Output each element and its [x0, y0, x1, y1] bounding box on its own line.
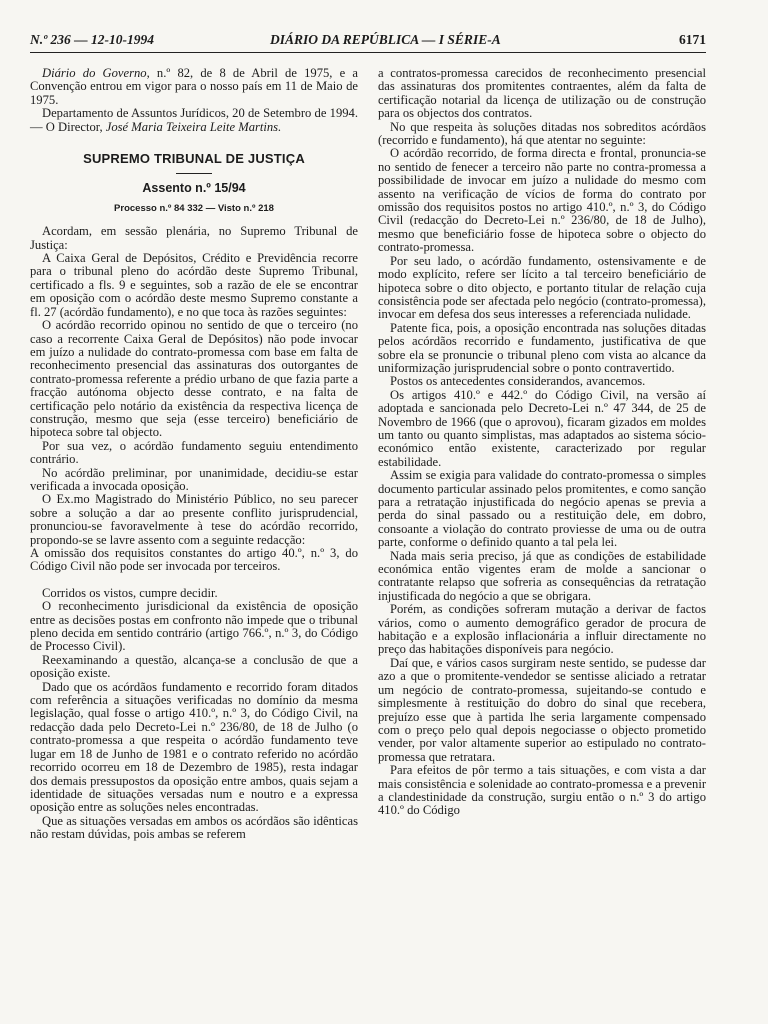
- left-column: [30, 67, 358, 842]
- paragraph: Daí que, e vários casos surgiram neste sentido, se pudesse dar azo a que o promitente-vendedor se sentisse aliciado a retratar um negócio de contrato-promessa, sujeitando-se contudo e simplesmente à restituição do dobro do sinal que recebera, prejuízo esse que à partida lhe seria largamente compensado com o preço pelo qual depois negociasse o objecto prometido vender, por valor altamente superior ao estipulado no contrato-promessa que retratara.: [378, 655, 706, 764]
- paragraph: Patente fica, pois, a oposição encontrada nas soluções ditadas pelos acórdãos recorrido e fundamento, justificativa de que sobre ela se pronuncie o tribunal pleno com vista ao alcance da uniformização jurisprudencial sobre o ponto contravertido.: [378, 320, 706, 375]
- paragraph: Os artigos 410.º e 442.º do Código Civil, na versão aí adoptada e sancionada pelo Decreto-Lei n.º 47 344, de 25 de Novembro de 1966 (que o aprovou), ficaram gizados em moldes um tanto ou quanto simplistas, mas adaptados ao sistema sócio-económico então existente, caracterizado por regular estabilidade.: [378, 387, 706, 469]
- paragraph: Para efeitos de pôr termo a tais situações, e com vista a dar mais consistência e solenidade ao contrato-promessa e a prevenir a clandestinidade da construção, surgiu então o n.º 3 do artigo 410.º do Código: [378, 763, 707, 818]
- paragraph: A Caixa Geral de Depósitos, Crédito e Previdência recorre para o tribunal pleno do acórdão deste Supremo Tribunal, certificado a fls. 9 e seguintes, sob a razão de ele se encontrar em oposição com o acórdão deste mesmo Supremo constante a fl. 27 (acórdão fundamento), e no que toca às razões seguintes:: [30, 251, 358, 319]
- paragraph: No que respeita às soluções ditadas nos sobreditos acórdãos (recorrido e fundamento), há que atentar no seguinte:: [378, 119, 706, 148]
- institution-heading: SUPREMO TRIBUNAL DE JUSTIÇA: [83, 151, 305, 167]
- section-divider: [176, 173, 212, 174]
- assento-title: Assento n.º 15/94: [142, 181, 246, 196]
- paragraph: O acórdão recorrido, de forma directa e frontal, pronuncia-se no sentido de fenecer a terceiro não parte no contra-promessa a possibilidade de invocar em juízo a nulidade do mesmo com assento na verificação de vícios de forma do contrato por omissão dos requisitos postos no artigo 410.º, n.º 3, do Código Civil (redacção do Decreto-Lei n.º 236/80, de 18 de Julho), mesmo que beneficiário fosse de hipoteca sobre o objecto do contrato-promessa.: [378, 146, 706, 255]
- intro-b-text: Departamento de Assuntos Jurídicos, 20 de Setembro de 1994. — O Director,: [30, 106, 358, 134]
- issue-number: N.º 236 — 12-10-1994: [30, 32, 155, 47]
- paragraph: Acordam, em sessão plenária, no Supremo Tribunal de Justiça:: [30, 224, 358, 252]
- paragraph: O acórdão recorrido opinou no sentido de que o terceiro (no caso a recorrente Caixa Geral de Depósitos) não pode invocar em juízo a nulidade do contrato-promessa com base em falta de reconhecimento presencial das assinaturas dos outorgantes de contrato-promessa referente a prédio urbano de que fazia parte a fracção autónoma objecto desse contrato, e na falta de certificação pelo notário da existência da respectiva licença de construção, mesmo que seja (esse terceiro) beneficiário de hipoteca sobre tal objecto.: [30, 318, 358, 440]
- paragraph: Reexaminando a questão, alcança-se a conclusão de que a oposição existe.: [30, 652, 358, 681]
- paragraph: Nada mais seria preciso, já que as condições de estabilidade económica então vigentes eram de molde a sancionar o contratante relapso que sofreria as consequências da retratação injustificada do negócio a que se obrigara.: [378, 548, 706, 603]
- intro-paragraph-a: [30, 67, 358, 107]
- paragraph: No acórdão preliminar, por unanimidade, decidiu-se estar verificada a invocada oposição.: [30, 465, 358, 493]
- proposed-assento-quote: A omissão dos requisitos constantes do artigo 40.º, n.º 3, do Código Civil não pode ser invocada por terceiros.: [30, 546, 358, 574]
- page-number: 6171: [679, 32, 706, 47]
- intro-paragraph-b: [30, 107, 358, 134]
- paragraph: Corridos os vistos, cumpre decidir.: [42, 585, 218, 600]
- paragraph: O Ex.mo Magistrado do Ministério Público, no seu parecer sobre a solução a dar ao presente conflito jurisprudencial, pronunciou-se favoravelmente à tese do acórdão recorrido, propondo-se se lavre assento com a seguinte redacção:: [30, 492, 358, 547]
- paragraph: Por sua vez, o acórdão fundamento seguiu entendimento contrário.: [30, 438, 358, 467]
- paragraph: Porém, as condições sofreram mutação a derivar de factos vários, como o aumento demográfico gerador de procura de habitação e a explosão inflacionária a influir directamente no preço das habitações disponíveis para negócio.: [378, 602, 706, 657]
- right-column: [378, 67, 706, 818]
- intro-a-italic: Diário do Governo: [42, 66, 147, 80]
- paragraph: a contratos-promessa carecidos de reconhecimento presencial das assinaturas dos promitentes contraentes, além da falta de certificação notarial da licença de utilização ou de construção para os objectos dos contratos.: [378, 66, 706, 121]
- processo-line: Processo n.º 84 332 — Visto n.º 218: [114, 202, 274, 214]
- paragraph: O reconhecimento jurisdicional da existência de oposição entre as decisões postas em confronto não impede que o tribunal pleno decida em sentido contrário (artigo 766.º, n.º 3, do Código de Processo Civil).: [30, 599, 358, 654]
- paragraph: Dado que os acórdãos fundamento e recorrido foram ditados com referência a situações verificadas no domínio da mesma legislação, qual fosse o artigo 410.º, n.º 3, do Código Civil, na redacção dada pelo Decreto-Lei n.º 236/80, de 18 de Julho (o contrato-promessa a que respeita o acórdão fundamento teve lugar em 18 de Junho de 1981 e o contrato referido no acórdão recorrido ocorreu em 18 de Dezembro de 1985), resta indagar dos demais pressupostos da oposição entre ambos, quais sejam a identidade de situações versadas num e noutro e a expressa oposição entre as soluções neles encontradas.: [30, 679, 358, 815]
- paragraph: Que as situações versadas em ambos os acórdãos são idênticas não restam dúvidas, pois ambas se referem: [30, 813, 358, 842]
- publication-title: DIÁRIO DA REPÚBLICA — I SÉRIE-A: [270, 32, 501, 47]
- paragraph: Postos os antecedentes considerandos, avancemos.: [390, 374, 646, 389]
- director-name: José Maria Teixeira Leite Martins.: [105, 119, 282, 134]
- intro-a-text: , n.º 82, de 8 de Abril de 1975, e a Convenção entrou em vigor para o nosso país em 11 de Maio de 1975.: [30, 66, 358, 107]
- paragraph: Assim se exigia para validade do contrato-promessa o simples documento particular assinado pelos promitentes, e como sanção para a retratação injustificada do negócio apenas se previa a perda do sinal passado ou a restituição dele, em dobro, consoante a violação do contrato proviesse de uma ou de outra parte, conforme o definido quanto a tal pela lei.: [378, 468, 706, 550]
- paragraph: Por seu lado, o acórdão fundamento, ostensivamente e de modo explícito, refere ser lícito a tal terceiro beneficiário de hipoteca sobre o dito objecto, e portanto titular de relação cuja consistência pode ser afectada pelo negócio (contrato-promessa), invocar em defesa dos seus interesses a referenciada nulidade.: [378, 253, 706, 322]
- page-header: [30, 30, 706, 53]
- spacer: [30, 574, 358, 587]
